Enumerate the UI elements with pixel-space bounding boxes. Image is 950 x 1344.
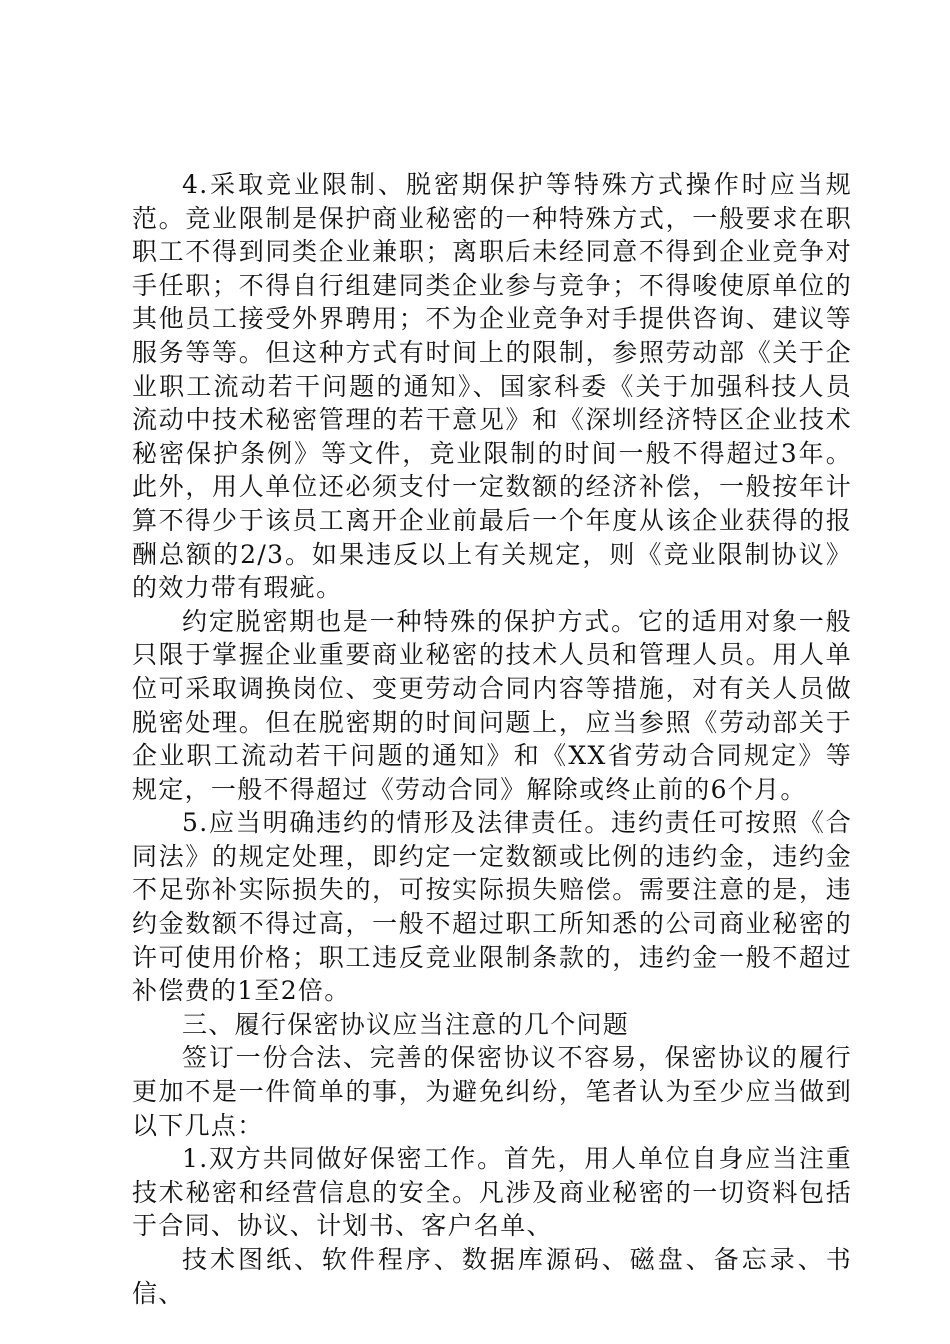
- paragraph-continuation: 技术图纸、软件程序、数据库源码、磁盘、备忘录、书信、: [132, 1245, 852, 1308]
- paragraph-declassification-period: 约定脱密期也是一种特殊的保护方式。它的适用对象一般只限于掌握企业重要商业秘密的技术人员和管理人员。用人单位可采取调换岗位、变更劳动合同内容等措施，对有关人员做脱密处理。但在脱密期的时间问题上，应当参照《劳动部关于企业职工流动若干问题的通知》和《XX省劳动合同规定》等规定，一般不得超过《劳动合同》解除或终止前的6个月。: [132, 606, 852, 804]
- paragraph-intro: 签订一份合法、完善的保密协议不容易，保密协议的履行更加不是一件简单的事，为避免纠纷，笔者认为至少应当做到以下几点：: [132, 1043, 852, 1140]
- section-heading: 三、履行保密协议应当注意的几个问题: [182, 1009, 630, 1039]
- paragraph-noncompete: 4.采取竞业限制、脱密期保护等特殊方式操作时应当规范。竞业限制是保护商业秘密的一种特殊方式，一般要求在职职工不得到同类企业兼职；离职后未经同意不得到企业竞争对手任职；不得自行组建同类企业参与竞争；不得唆使原单位的其他员工接受外界聘用；不为企业竞争对手提供咨询、建议等服务等等。但这种方式有时间上的限制，参照劳动部《关于企业职工流动若干问题的通知》、国家科委《关于加强科技人员流动中技术秘密管理的若干意见》和《深圳经济特区企业技术秘密保护条例》等文件，竞业限制的时间一般不得超过3年。此外，用人单位还必须支付一定数额的经济补偿，一般按年计算不得少于该员工离开企业前最后一个年度从该企业获得的报酬总额的2/3。如果违反以上有关规定，则《竞业限制协议》的效力带有瑕疵。: [132, 170, 852, 603]
- document-body: [132, 168, 852, 1310]
- paragraph-point-1: 1.双方共同做好保密工作。首先，用人单位自身应当注重技术秘密和经营信息的安全。凡涉及商业秘密的一切资料包括于合同、协议、计划书、客户名单、: [132, 1144, 852, 1241]
- paragraph-liability: 5.应当明确违约的情形及法律责任。违约责任可按照《合同法》的规定处理，即约定一定数额或比例的违约金，违约金不足弥补实际损失的，可按实际损失赔偿。需要注意的是，违约金数额不得过高，一般不超过职工所知悉的公司商业秘密的许可使用价格；职工违反竞业限制条款的，违约金一般不超过补偿费的1至2倍。: [132, 808, 852, 1006]
